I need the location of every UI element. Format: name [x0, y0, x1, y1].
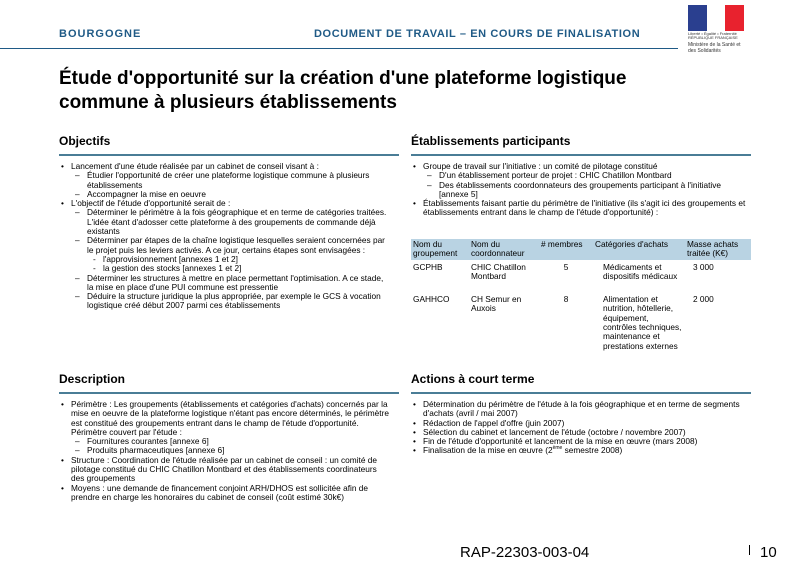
table-cell: 8 [563, 294, 569, 305]
list-item: • Détermination du périmètre de l'étude à la fois géographique et en terme de segments d'achats (avril / mai 2007) [411, 400, 741, 419]
republique-logo [688, 5, 746, 60]
description-heading: Description [59, 372, 126, 386]
list-item: – Déterminer le périmètre à la fois géographique et en terme de catégories traitées. L'idée étant d'adosser cette plateforme à des groupements de commande déjà existants [59, 208, 389, 236]
actions-body [411, 400, 741, 456]
list-item: • Structure : Coordination de l'étude réalisée par un cabinet de conseil : un comité de pilotage constitué du CHIC Chatillon Montbard et des établissements coordinateurs des groupements [59, 456, 391, 484]
document-status: DOCUMENT DE TRAVAIL – EN COURS DE FINALISATION [314, 28, 641, 40]
page-title [59, 67, 739, 115]
list-item: – D'un établissement porteur de projet : CHIC Chatillon Montbard [411, 171, 746, 180]
etablissements-rule [411, 154, 751, 156]
actions-rule [411, 392, 751, 394]
list-item: • Périmètre : Les groupements (établissements et catégories d'achats) concernés par la mise en oeuvre de la plateforme logistique n'étant pas encore déterminés, le périmètre est constitué des groupements entrant dans le champ de l'étude d'opportunité. Périmètre couvert par l'étude : [59, 400, 391, 437]
list-item: • Rédaction de l'appel d'offre (juin 2007) [411, 419, 741, 428]
french-flag-icon [688, 5, 744, 31]
list-item: • Lancement d'une étude réalisée par un cabinet de conseil visant à : [59, 162, 389, 171]
table-row [411, 281, 751, 351]
table-header-row [411, 239, 751, 260]
list-item: – Accompagner la mise en oeuvre [59, 190, 389, 199]
description-rule [59, 392, 399, 394]
column-header: Nom du coordonnateur [469, 239, 539, 260]
logo-motto: Liberté • Égalité • Fraternité RÉPUBLIQUE FRANÇAISE [688, 31, 738, 40]
list-item: – Étudier l'opportunité de créer une plateforme logistique commune à plusieurs établissements [59, 171, 389, 190]
list-item: • Moyens : une demande de financement conjoint ARH/DHOS est sollicitée afin de prendre en charge les honoraires du cabinet de conseil (coût estimé 30k€) [59, 484, 391, 503]
list-item: • Fin de l'étude d'opportunité et lancement de la mise en œuvre (mars 2008) [411, 437, 741, 446]
region-label: BOURGOGNE [59, 28, 142, 40]
objectifs-rule [59, 154, 399, 156]
table-cell: CH Semur en Auxois [471, 294, 522, 314]
actions-heading: Actions à court terme [411, 372, 535, 386]
list-item [411, 446, 741, 455]
list-item: • Sélection du cabinet et lancement de l'étude (octobre / novembre 2007) [411, 428, 741, 437]
list-item: • Groupe de travail sur l'initiative : un comité de pilotage constitué [411, 162, 746, 171]
table-cell: GCPHB [413, 261, 443, 272]
etablissements-heading: Établissements participants [411, 134, 571, 148]
table-cell: Médicaments et dispositifs médicaux [603, 261, 678, 281]
list-item: – Déduire la structure juridique la plus appropriée, par exemple le GCS à vocation logistique créé début 2007 parmi ces établissements [59, 292, 389, 311]
list-item: - l'approvisionnement [annexes 1 et 2] [59, 255, 389, 264]
list-item: – Fournitures courantes [annexe 6] [59, 437, 391, 446]
document-code: RAP-22303-003-04 [460, 544, 590, 561]
footer-separator [749, 545, 750, 555]
list-item: – Déterminer les structures à mettre en place permettant l'optimisation. A ce stade, la mise en place d'une PUI commune est pressentie [59, 274, 389, 293]
page-number: 10 [760, 544, 777, 561]
header-divider [0, 48, 678, 49]
list-item: • Établissements faisant partie du périmètre de l'initiative (ils s'agit ici des groupements et établissements entrant dans le champ de l'étude d'opportunité) : [411, 199, 746, 218]
list-item: - la gestion des stocks [annexes 1 et 2] [59, 264, 389, 273]
final-item-superscript: ème [552, 445, 563, 452]
list-item: • L'objectif de l'étude d'opportunité serait de : [59, 199, 389, 208]
etablissements-body [411, 162, 746, 218]
final-item-prefix: Finalisation de la mise en œuvre (2 [423, 445, 553, 456]
objectifs-heading: Objectifs [59, 134, 111, 148]
table-row [411, 260, 751, 282]
final-item-suffix: semestre 2008) [562, 445, 623, 456]
objectifs-body [59, 162, 389, 311]
list-item: – Déterminer par étapes de la chaîne logistique lesquelles seraient concernées par le projet puis les leviers activés. A ce jour, certains étapes sont envisagées : [59, 236, 389, 255]
table-cell: Alimentation et nutrition, hôtellerie, équipement, contrôles techniques, maintenance et prestations externes [603, 294, 682, 351]
table-cell: 3 000 [693, 261, 714, 272]
title-line-1: Étude d'opportunité sur la création d'une plateforme logistique [59, 68, 627, 89]
table-cell: CHIC Chatillon Montbard [471, 261, 526, 281]
column-header: Nom du groupement [411, 239, 469, 260]
description-body [59, 400, 391, 502]
etablissements-table [411, 239, 751, 351]
column-header: # membres [539, 239, 593, 260]
table-cell: 2 000 [693, 294, 714, 305]
logo-ministry: Ministère de la Santé et des Solidarités [688, 42, 741, 54]
list-item: – Des établissements coordonnateurs des groupements participant à l'initiative [annexe 5] [411, 181, 746, 200]
table-cell: 5 [563, 261, 569, 272]
table-cell: GAHHCO [413, 294, 450, 305]
title-line-2: commune à plusieurs établissements [59, 92, 397, 113]
column-header: Masse achats traitée (K€) [685, 239, 751, 260]
column-header: Catégories d'achats [593, 239, 685, 260]
list-item: – Produits pharmaceutiques [annexe 6] [59, 446, 391, 455]
